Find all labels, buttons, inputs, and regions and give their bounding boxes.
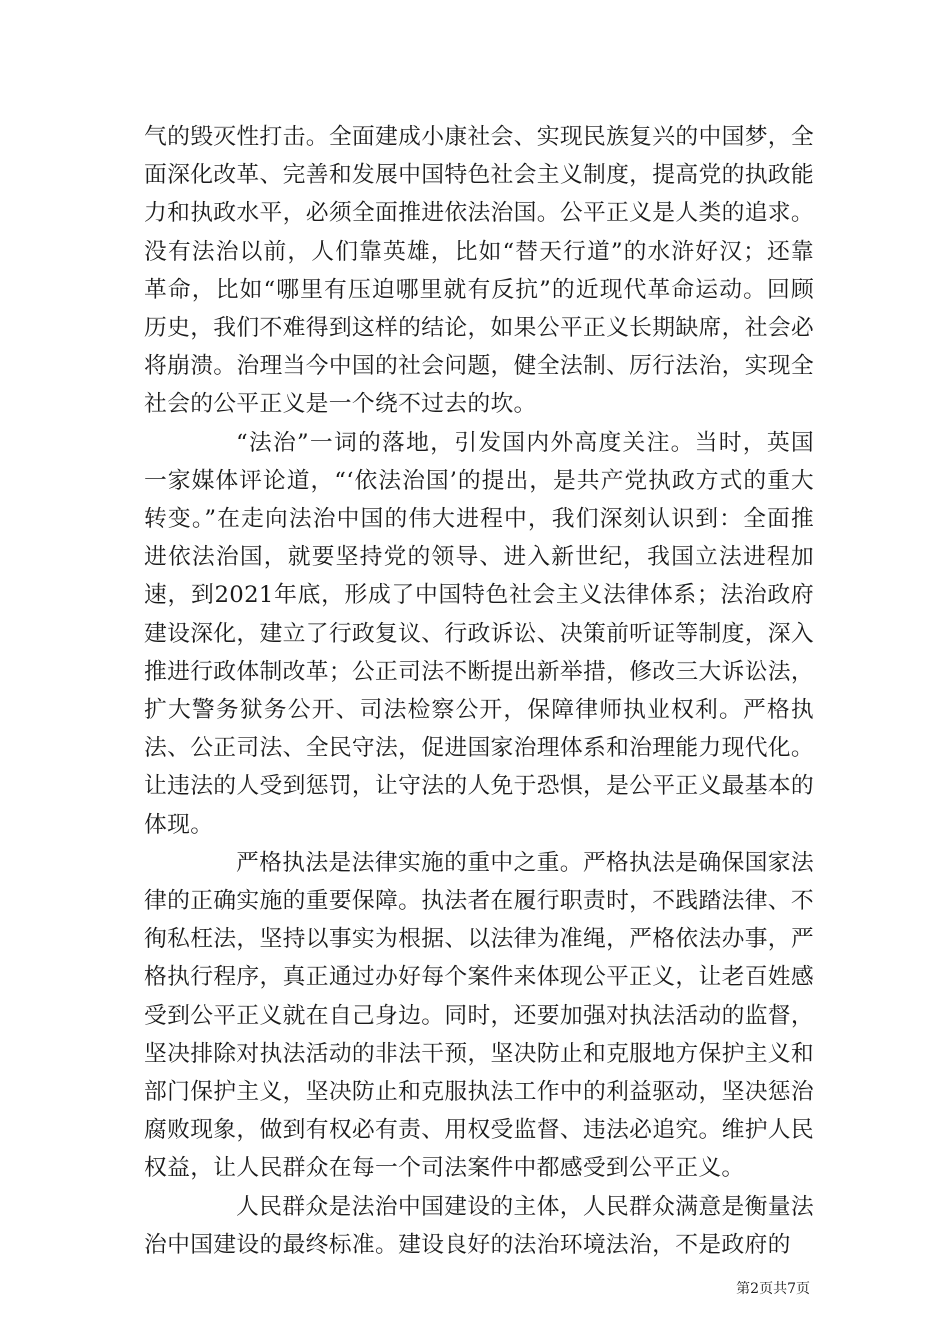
paragraph-2: “法治”一词的落地，引发国内外高度关注。当时，英国一家媒体评论道，“‘依法治国’的提出，是共产党执政方式的重大转变。”在走向法治中国的伟大进程中，我们深刻认识到：全面推进依法治国，就要坚持党的领导、进入新世纪，我国立法进程加速，到2021年底，形成了中国特色社会主义法律体系；法治政府建设深化，建立了行政复议、行政诉讼、决策前听证等制度，深入推进行政体制改革；公正司法不断提出新举措，修改三大诉讼法，扩大警务狱务公开、司法检察公开，保障律师执业权利。严格执法、公正司法、全民守法，促进国家治理体系和治理能力现代化。让违法的人受到惩罚，让守法的人免于恐惧，是公平正义最基本的体现。 (144, 429, 814, 838)
paragraph-1: 气的毁灭性打击。全面建成小康社会、实现民族复兴的中国梦，全面深化改革、完善和发展中国特色社会主义制度，提高党的执政能力和执政水平，必须全面推进依法治国。公平正义是人类的追求。没有法治以前，人们靠英雄，比如“替天行道”的水浒好汉；还靠革命，比如“哪里有压迫哪里就有反抗”的近现代革命运动。回顾历史，我们不难得到这样的结论，如果公平正义长期缺席，社会必将崩溃。治理当今中国的社会问题，健全法制、厉行法治，实现全社会的公平正义是一个绕不过去的坎。 (144, 124, 814, 418)
document-body (144, 118, 814, 1264)
paragraph-3: 严格执法是法律实施的重中之重。严格执法是确保国家法律的正确实施的重要保障。执法者在履行职责时，不践踏法律、不徇私枉法，坚持以事实为根据、以法律为准绳，严格依法办事，严格执行程序，真正通过办好每个案件来体现公平正义，让老百姓感受到公平正义就在自己身边。同时，还要加强对执法活动的监督，坚决排除对执法活动的非法干预，坚决防止和克服地方保护主义和部门保护主义，坚决防止和克服执法工作中的利益驱动，坚决惩治腐败现象，做到有权必有责、用权受监督、违法必追究。维护人民权益，让人民群众在每一个司法案件中都感受到公平正义。 (144, 849, 814, 1182)
page-number: 第2页共7页 (736, 1281, 810, 1297)
paragraph-4: 人民群众是法治中国建设的主体，人民群众满意是衡量法治中国建设的最终标准。建设良好的法治环境法治，不是政府的 (144, 1193, 814, 1258)
